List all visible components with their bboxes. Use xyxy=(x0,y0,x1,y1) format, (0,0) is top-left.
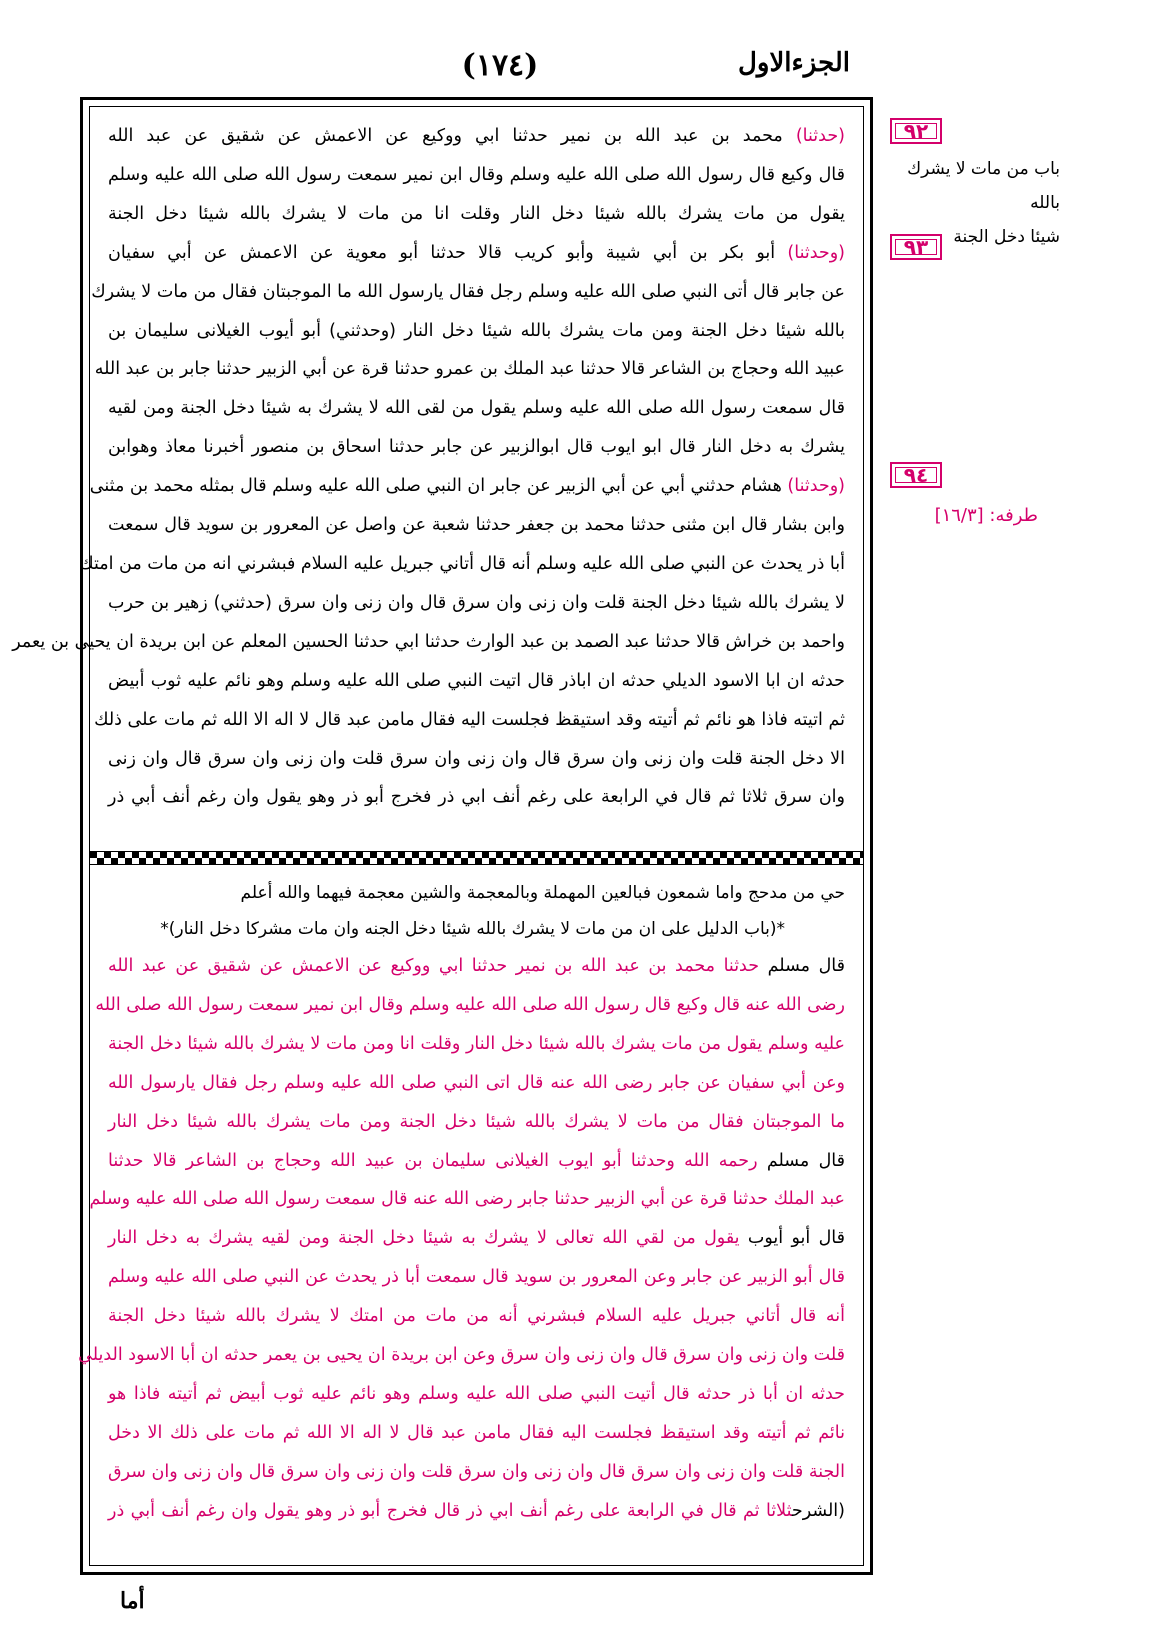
commentary-marker: قال مسلم xyxy=(766,1150,845,1171)
volume-label: الجزءالاول xyxy=(738,48,850,78)
commentary-text-line xyxy=(108,1297,845,1336)
commentary-text-line xyxy=(108,1414,845,1453)
commentary-text-line xyxy=(108,1219,845,1258)
hadith-text-line xyxy=(89,467,845,506)
hadith-number-box xyxy=(890,118,942,144)
hadith-line-text: يشرك به دخل النار قال ابو ايوب قال ابوالزبير عن جابر حدثنا اسحاق بن منصور أخبرنا معاذ وهوابن xyxy=(108,437,845,458)
hadith-text-line xyxy=(108,234,845,273)
page-frame-inner xyxy=(12,106,864,1566)
commentary-marker: قال مسلم xyxy=(767,956,846,976)
hadith-number-box xyxy=(890,462,942,488)
hadith-chain-marker: (حدثنا) xyxy=(795,126,845,146)
hadith-line-text: الا دخل الجنة قلت وان زنى وان سرق قال وان زنى وان سرق قلت وان زنى وان سرق قال وان زنى xyxy=(108,748,845,769)
tarfuh-reference: طرفه: [١٦/٣] xyxy=(934,505,1038,526)
hadith-line-text: قال سمعت رسول الله صلى الله عليه وسلم يقول من لقى الله لا يشرك به شيئا دخل الجنة ومن لقيه xyxy=(108,398,845,419)
hadith-text-block xyxy=(12,117,845,817)
commentary-line-text: عبد الملك حدثنا قرة عن أبي الزبير حدثنا جابر رضى الله عنه قال سمعت رسول الله صلى الله عليه وسلم xyxy=(89,1189,845,1210)
commentary-line-text: يقول من لقي الله تعالى لا يشرك به شيئا دخل الجنة ومن لقيه يشرك به دخل النار xyxy=(108,1228,748,1249)
hadith-line-text: بالله شيئا دخل الجنة ومن مات يشرك بالله شيئا دخل النار (وحدثني) أبو أيوب الغيلانى سليمان بن xyxy=(108,320,845,341)
commentary-line-text: نائم ثم أتيته وقد استيقظ فجلست اليه فقال مامن عبد قال لا اله الا الله ثم مات على ذلك الا دخل xyxy=(108,1422,845,1443)
hadith-text-line xyxy=(108,195,845,234)
commentary-line-text: قلت وان زنى وان سرق قال وان زنى وان سرق وعن ابن بريدة ان يحيى بن يعمر حدثه ان أبا الاسود الديلي xyxy=(78,1345,845,1366)
commentary-line-text: قال أبو الزبير عن جابر وعن المعرور بن سويد قال سمعت أبا ذر يحدث عن النبي صلى الله عليه وسلم xyxy=(108,1267,845,1288)
margin-bab-title-line: باب من مات لا يشرك بالله xyxy=(907,159,1060,213)
hadith-text-line xyxy=(91,273,845,312)
hadith-text-line xyxy=(108,740,845,779)
hadith-text-line xyxy=(108,156,845,195)
hadith-line-text: أبو بكر بن أبي شيبة وأبو كريب قالا حدثنا أبو معوية عن الاعمش عن أبي سفيان xyxy=(108,242,788,263)
hadith-line-text: واحمد بن خراش قالا حدثنا عبد الصمد بن عبد الوارث حدثنا ابي حدثنا الحسين المعلم عن ابن بريدة ان يحيى بن يعمر xyxy=(12,631,845,652)
hadith-text-line xyxy=(108,584,845,623)
commentary-marker: (الشرح xyxy=(791,1500,845,1521)
commentary-text-line xyxy=(108,1258,845,1297)
hadith-text-line xyxy=(108,778,845,817)
commentary-head xyxy=(108,875,845,947)
commentary-line-text: عليه وسلم يقول من مات يشرك بالله شيئا دخل النار وقلت انا ومن مات لا يشرك بالله شيئا دخل الجنة xyxy=(108,1033,845,1054)
hadith-line-text: عن جابر قال أتى النبي صلى الله عليه وسلم رجل فقال يارسول الله ما الموجبتان فقال من مات لا يشرك xyxy=(91,281,845,302)
hadith-chain-marker: (وحدثنا) xyxy=(787,242,845,263)
hadith-line-text: وابن بشار قال ابن مثنى حدثنا محمد بن جعفر حدثنا شعبة عن واصل عن المعرور بن سويد قال سمعت xyxy=(108,515,845,536)
commentary-text-line xyxy=(78,1336,845,1375)
hadith-text-line xyxy=(108,506,845,545)
commentary-line-text: الجنة قلت وان زنى وان سرق قال وان زنى وان سرق قلت وان زنى وان سرق قال وان زنى وان سرق xyxy=(108,1461,845,1482)
checkered-separator-row xyxy=(90,858,863,864)
hadith-text-line xyxy=(108,117,845,156)
commentary-line-text: حدثه ان أبا ذر حدثه قال أتيت النبي صلى الله عليه وسلم وهو نائم عليه ثوب أبيض ثم أتيته فاذا هو xyxy=(108,1383,845,1404)
hadith-line-text: وان سرق ثلاثا ثم قال في الرابعة على رغم أنف ابي ذر فخرج أبو ذر وهو يقول وان رغم أنف أبي ذر xyxy=(108,787,845,808)
commentary-text-line xyxy=(95,986,845,1025)
commentary-line-text: رضى الله عنه قال وكيع قال رسول الله صلى الله عليه وسلم وقال ابن نمير سمعت رسول الله صلى الله xyxy=(95,994,845,1015)
commentary-text-line xyxy=(108,1064,845,1103)
commentary-text-line xyxy=(89,1180,845,1219)
hadith-line-text: محمد بن عبد الله بن نمير حدثنا ابي ووكيع عن الاعمش عن شقيق عن عبد الله xyxy=(108,126,796,146)
hadith-line-text: ثم اتيته فاذا هو نائم ثم أتيته وقد استيقظ فجلست اليه فقال مامن عبد قال لا اله الا الله ثم مات على ذلك xyxy=(94,709,845,730)
commentary-text-line xyxy=(108,1375,845,1414)
commentary-line-text: ما الموجبتان فقال من مات لا يشرك بالله شيئا دخل الجنة ومن مات يشرك بالله شيئا دخل النار xyxy=(108,1111,845,1132)
hadith-text-line xyxy=(108,389,845,428)
page-frame xyxy=(12,97,873,1575)
commentary-line-text: حدثنا محمد بن عبد الله بن نمير حدثنا ابي ووكيع عن الاعمش عن شقيق عن عبد الله xyxy=(108,956,768,976)
commentary-line-text: ثلاثا ثم قال في الرابعة على رغم أنف ابي ذر قال فخرج أبو ذر وهو يقول وان رغم أنف أبي ذر xyxy=(108,1500,792,1521)
commentary-text-line xyxy=(108,1103,845,1142)
commentary-text-line xyxy=(108,1025,845,1064)
hadith-number: ٩٤ xyxy=(903,463,929,487)
hadith-text-line xyxy=(108,312,845,351)
hadith-line-text: لا يشرك بالله شيئا دخل الجنة قلت وان زنى وان سرق قال وان زنى وان سرق (حدثني) زهير بن حرب xyxy=(108,592,845,613)
commentary-text-line xyxy=(108,1453,845,1492)
commentary-text-line xyxy=(108,1492,845,1531)
hadith-text-line xyxy=(108,662,845,701)
hadith-text-line xyxy=(108,428,845,467)
hadith-text-line xyxy=(94,350,845,389)
hadith-number: ٩٣ xyxy=(903,235,929,259)
hadith-text-line xyxy=(94,701,845,740)
hadith-line-text: حدثه ان ابا الاسود الديلي حدثه ان اباذر قال اتيت النبي صلى الله عليه وسلم وهو نائم عليه ثوب أبيض xyxy=(108,670,845,691)
catchword: أما xyxy=(120,1588,145,1614)
hadith-chain-marker: (وحدثنا) xyxy=(787,476,845,497)
bab-heading: *(باب الدليل على ان من مات لا يشرك بالله شيئا دخل الجنه وان مات مشركا دخل النار)* xyxy=(160,919,785,939)
commentary-intro-line: حي من مدحج واما شمعون فبالعين المهملة وبالمعجمة والشين معجمة فيهما والله أعلم xyxy=(240,883,845,903)
hadith-number-box xyxy=(890,234,942,260)
hadith-line-text: هشام حدثني أبي عن أبي الزبير عن جابر ان النبي صلى الله عليه وسلم قال بمثله محمد بن مثنى xyxy=(89,476,788,497)
margin-bab-title-line: شيئا دخل الجنة xyxy=(953,227,1060,247)
hadith-number: ٩٢ xyxy=(903,119,929,143)
hadith-line-text: عبيد الله وحجاج بن الشاعر قالا حدثنا عبد الملك بن عمرو حدثنا قرة عن أبي الزبير حدثنا جابر بن عبد الله xyxy=(94,359,845,380)
commentary-text-line xyxy=(108,947,845,986)
page-number: (١٧٤) xyxy=(461,48,539,83)
hadith-line-text: يقول من مات يشرك بالله شيئا دخل النار وقلت انا من مات لا يشرك بالله شيئا دخل الجنة xyxy=(108,203,845,224)
commentary-line-text: أنه قال أتاني جبريل عليه السلام فبشرني أنه من مات من امتك لا يشرك بالله شيئا دخل الجنة xyxy=(108,1306,845,1327)
commentary-line-text: رحمه الله وحدثنا أبو ايوب الغيلانى سليمان بن عبيد الله وحجاج بن الشاعر قالا حدثنا xyxy=(108,1150,767,1171)
hadith-line-text: أبا ذر يحدث عن النبي صلى الله عليه وسلم أنه قال أتاني جبريل عليه السلام فبشرني انه من مات من امتك xyxy=(79,553,845,574)
hadith-line-text: قال وكيع قال رسول الله صلى الله عليه وسلم وقال ابن نمير سمعت رسول الله صلى الله عليه وسلم xyxy=(108,164,845,185)
commentary-text-block xyxy=(78,947,846,1531)
hadith-text-line xyxy=(79,545,845,584)
commentary-text-line xyxy=(108,1142,845,1181)
commentary-line-text: وعن أبي سفيان عن جابر رضى الله عنه قال اتى النبي صلى الله عليه وسلم رجل فقال يارسول الله xyxy=(108,1072,845,1093)
commentary-marker: قال أبو أيوب xyxy=(747,1228,845,1249)
hadith-text-line xyxy=(12,623,845,662)
